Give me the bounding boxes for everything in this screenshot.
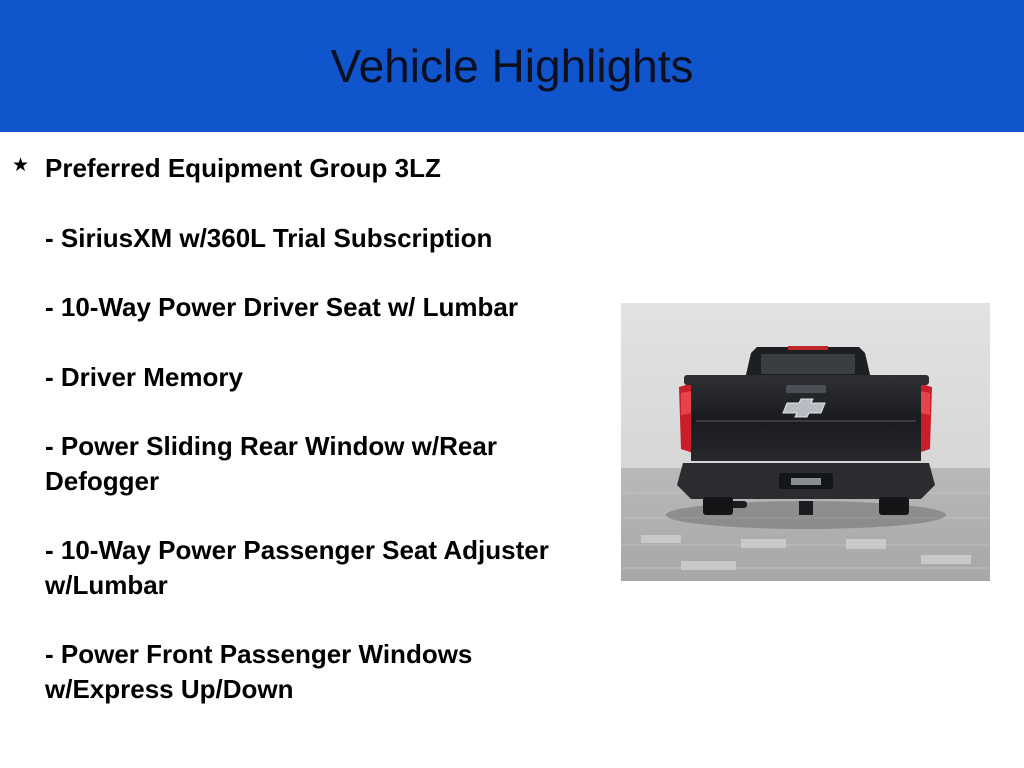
highlights-list — [45, 151, 575, 741]
star-icon: ★ — [12, 154, 30, 176]
highlight-item: - 10-Way Power Passenger Seat Adjuster w/Lumbar — [45, 535, 549, 600]
highlight-item: Preferred Equipment Group 3LZ — [45, 153, 441, 183]
header-banner — [0, 0, 1024, 132]
highlight-item: - SiriusXM w/360L Trial Subscription — [45, 222, 493, 253]
highlight-item: - Power Front Passenger Windows w/Express Up/Down — [45, 639, 473, 704]
highlight-item: - 10-Way Power Driver Seat w/ Lumbar — [45, 292, 518, 322]
highlight-item: - Driver Memory — [45, 361, 243, 392]
highlight-item: - Power Sliding Rear Window w/Rear Defogger — [45, 431, 497, 496]
page-title: Vehicle Highlights — [330, 40, 694, 92]
vehicle-photo — [621, 303, 990, 581]
